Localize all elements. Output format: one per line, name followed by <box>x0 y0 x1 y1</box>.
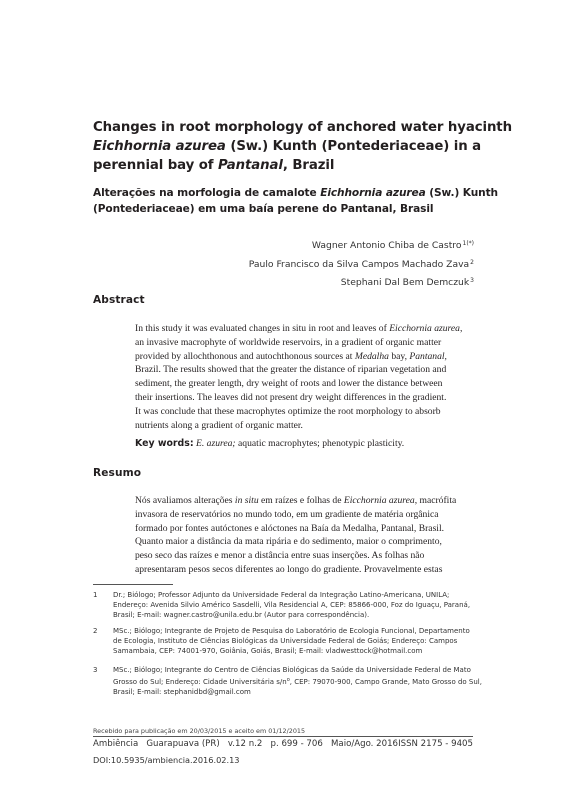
keywords-rest: aquatic macrophytes; phenotypic plasticity. <box>235 438 405 449</box>
footer-divider <box>93 736 473 737</box>
abstract-body <box>135 322 480 432</box>
subtitle-line-1-post: (Sw.) Kunth <box>425 187 498 199</box>
title-line-3-pre: perennial bay of <box>93 158 218 173</box>
title-line-1: Changes in root morphology of anchored water hyacinth <box>93 120 512 135</box>
resumo-line: peso seco das raízes e menor a distância entre suas inserções. As folhas não <box>135 550 425 562</box>
resumo-line: formado por fontes autóctones e alóctones na Baía da Medalha, Pantanal, Brasil. <box>135 522 445 534</box>
footnote-line: Dr.; Biólogo; Professor Adjunto da Universidade Federal da Integração Latino-Americana, UNILA; <box>113 591 450 599</box>
abstract-line: sediment, the greater length, dry weight of roots and lower the distance between <box>135 378 443 390</box>
journal-citation: Ambiência Guarapuava (PR) v.12 n.2 p. 699 - 706 Maio/Ago. 2016 <box>93 739 399 749</box>
abstract-line: nutrients along a gradient of organic matter. <box>135 419 303 431</box>
abstract-line-3-mid: bay, <box>388 350 410 362</box>
abstract-line <box>135 322 480 336</box>
keywords-colon: : <box>189 438 194 449</box>
author-list <box>249 236 474 292</box>
keywords <box>135 437 404 450</box>
resumo-in-situ: in situ <box>234 495 259 506</box>
subtitle-line-2: (Pontederiaceae) em uma baía perene do Pantanal, Brasil <box>93 203 434 215</box>
author <box>249 255 474 274</box>
author-name: Wagner Antonio Chiba de Castro <box>311 240 462 251</box>
title-line-3-post: , Brazil <box>282 158 335 173</box>
resumo-line: apresentaram pesos secos diferentes ao longo do gradiente. Provavelmente estas <box>135 563 443 575</box>
abstract-line: an invasive macrophyte of worldwide reservoirs, in a gradient of organic matter <box>135 336 442 348</box>
subtitle-species: Eichhornia azurea <box>320 187 426 199</box>
journal-footer <box>93 739 473 749</box>
abstract-line: their insertions. The leaves did not present dry weight differences in the gradient. <box>135 391 447 403</box>
abstract-region: Pantanal, <box>409 350 447 362</box>
received-date: Recebido para publicação em 20/03/2015 e aceito em 01/12/2015 <box>93 727 306 735</box>
abstract-line: It was conclude that these macrophytes optimize the root morphology to absorb <box>135 405 441 417</box>
footnote-text <box>113 626 483 657</box>
resumo-line: Quanto maior a distância da mata ripária e do sedimento, maior o comprimento, <box>135 536 442 548</box>
resumo-body <box>135 494 480 577</box>
keywords-label: Key words <box>135 438 190 449</box>
resumo-heading: Resumo <box>93 467 142 479</box>
keywords-species: E. azurea; <box>196 438 236 449</box>
abstract-line-1-post: , <box>459 323 463 334</box>
author-mark: 2 <box>470 258 474 266</box>
footnote-superscript: o <box>286 677 290 684</box>
footnote-line: Brasil; E-mail: wagner.castro@unila.edu.br (Autor para correspondência). <box>113 611 370 620</box>
author-name: Paulo Francisco da Silva Campos Machado Zava <box>248 258 470 270</box>
footnote-number: 2 <box>93 627 98 635</box>
issn: ISSN 2175 - 9405 <box>398 739 473 749</box>
footnote-line: Endereço: Avenida Silvio Américo Sasdelli, Vila Residencial A, CEP: 85866-000, Foz do Iguaçu, Paraná, <box>113 601 471 610</box>
abstract-species: Eicchornia azurea <box>389 323 460 334</box>
resumo-line-1-mid: em raízes e folhas de <box>258 495 344 506</box>
title-line-2 <box>93 137 513 156</box>
footnote-line: MSc.; Biólogo; Integrante do Centro de Ciências Biológicas da Saúde da Universidade Federal de Mato <box>113 666 471 674</box>
footnote-line: de Ecologia, Instituto de Ciências Biológicas da Universidade Federal de Goiás; Endereço: Campos <box>113 637 458 646</box>
abstract-line <box>135 350 480 364</box>
author-name: Stephani Dal Bem Demczuk <box>340 277 470 288</box>
footnote-line-pre: Grosso do Sul; Endereço: Cidade Universitária s/n <box>113 678 287 687</box>
abstract-line: Brazil. The results showed that the greater the distance of riparian vegetation and <box>135 364 447 376</box>
article-title <box>93 118 513 175</box>
footnote-line: MSc.; Biólogo; Integrante de Projeto de Pesquisa do Laboratório de Ecologia Funcional, Departamento <box>113 627 470 635</box>
footnote-line: Brasil; E-mail: stephanidbd@gmail.com <box>113 688 251 697</box>
title-line-3 <box>93 156 513 175</box>
author <box>249 236 474 255</box>
resumo-line <box>135 494 480 508</box>
abstract-heading: Abstract <box>93 294 145 306</box>
species-name: Eichhornia azurea <box>93 139 226 154</box>
footnote-number: 1 <box>93 591 98 599</box>
abstract-bay: Medalha <box>354 350 389 362</box>
footnote-line: Samambaia, CEP: 74001-970, Goiânia, Goiás, Brasil; E-mail: vladwesttock@hotmail.com <box>113 647 423 656</box>
footnote-text <box>113 590 483 621</box>
abstract-line-1-pre: In this study it was evaluated changes in situ in root and leaves of <box>135 323 390 334</box>
footnote-text <box>113 665 483 698</box>
title-line-2-rest: (Sw.) Kunth (Pontederiaceae) in a <box>225 139 481 154</box>
footnote-line <box>113 675 483 687</box>
resumo-line: invasora de reservatórios no mundo todo, em um gradiente de matéria orgânica <box>135 508 439 520</box>
footnote-line-post: , CEP: 79070-900, Campo Grande, Mato Grosso do Sul, <box>289 678 482 687</box>
author <box>249 273 474 292</box>
resumo-line-1-post: , macrófita <box>414 495 457 506</box>
doi[interactable]: DOI:10.5935/ambiencia.2016.02.13 <box>93 755 240 765</box>
place-name: Pantanal <box>218 158 283 173</box>
footnote-divider <box>93 584 173 585</box>
footnote-number: 3 <box>93 666 98 674</box>
abstract-line-3-pre: provided by allochthonous and autochthonous sources at <box>135 350 355 362</box>
author-mark: 3 <box>470 277 474 284</box>
author-mark: 1(*) <box>462 240 474 247</box>
resumo-species: Eicchornia azurea <box>343 495 415 506</box>
resumo-line-1-pre: Nós avaliamos alterações <box>135 495 235 506</box>
article-subtitle <box>93 185 513 217</box>
subtitle-line-1 <box>93 185 513 201</box>
subtitle-line-1-pre: Alterações na morfologia de camalote <box>93 187 321 199</box>
